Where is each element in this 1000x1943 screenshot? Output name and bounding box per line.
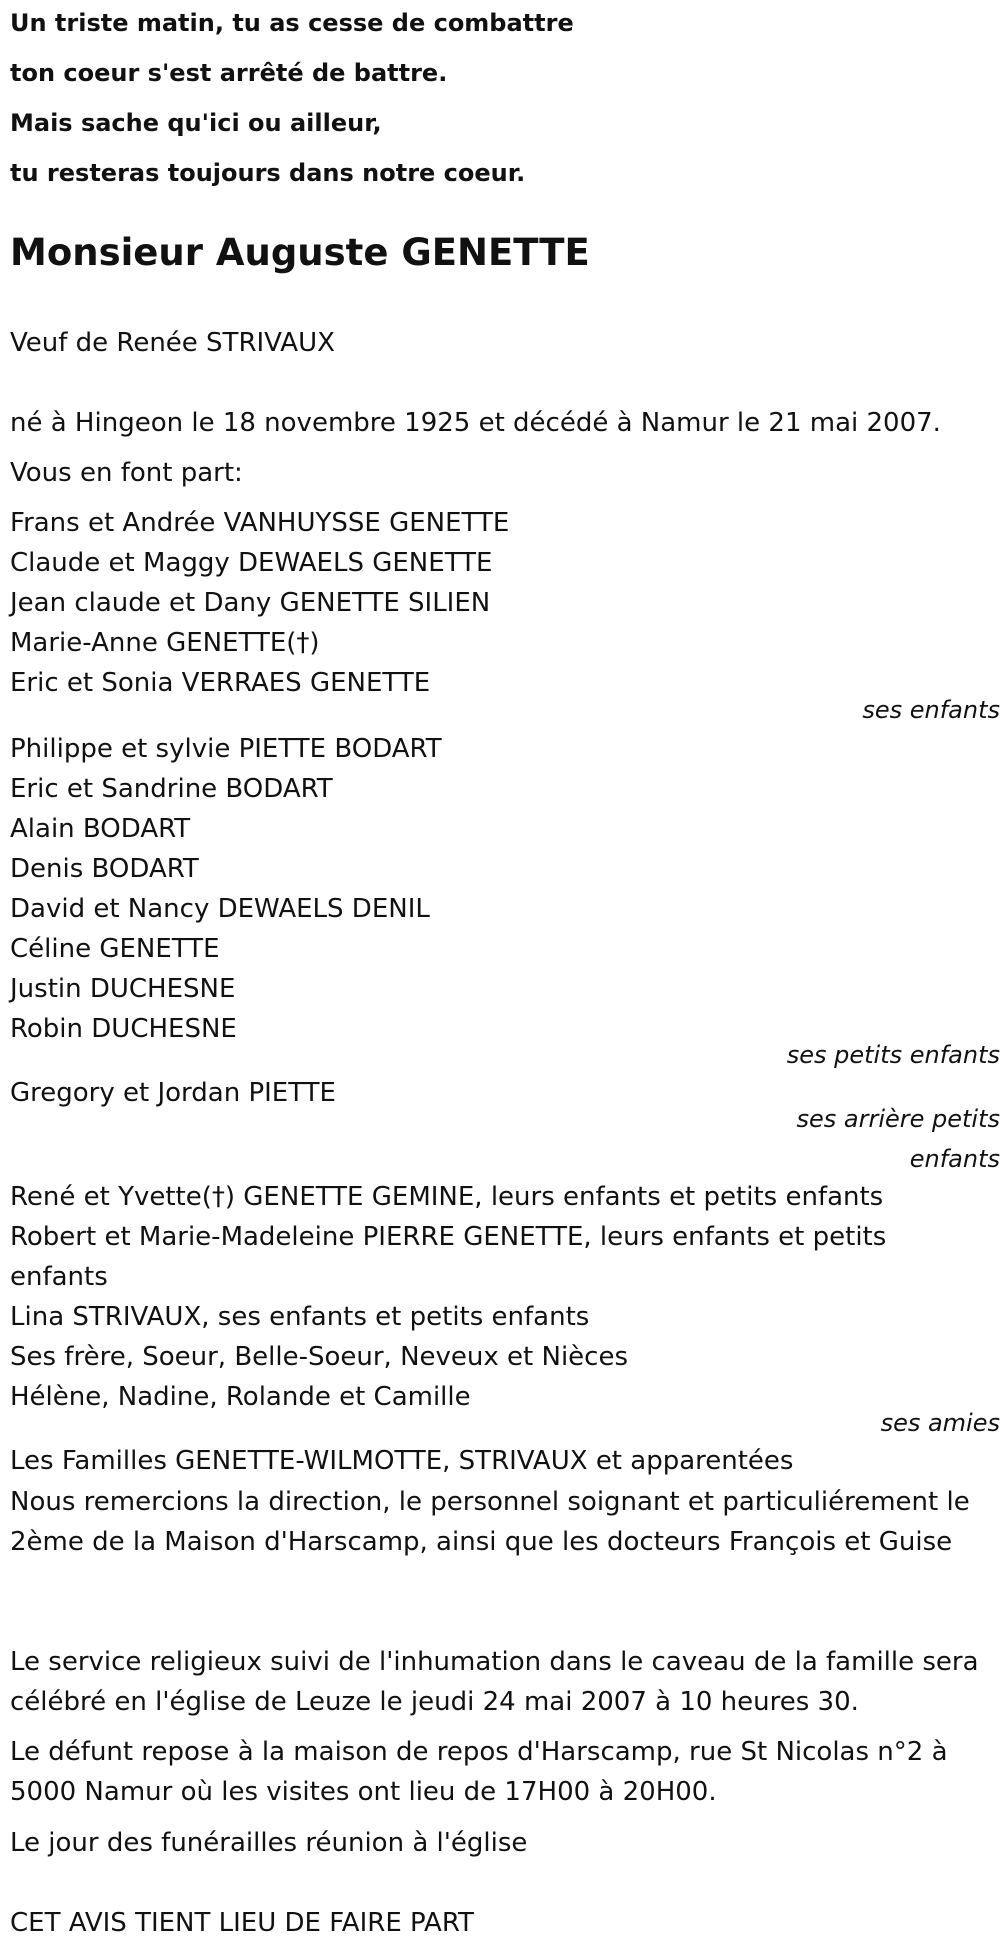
grandchildren-item: Robin DUCHESNE — [10, 1014, 237, 1044]
deceased-name: Monsieur Auguste GENETTE — [10, 231, 590, 274]
family-item: enfants — [10, 1262, 108, 1292]
families-line: Les Familles GENETTE-WILMOTTE, STRIVAUX et apparentées — [10, 1446, 794, 1476]
grandchildren-item: Eric et Sandrine BODART — [10, 774, 333, 804]
repose-paragraph: Le défunt repose à la maison de repos d'Harscamp, rue St Nicolas n°2 à 5000 Namur où les visites ont lieu de 17H00 à 20H00. — [10, 1737, 948, 1807]
children-item: Claude et Maggy DEWAELS GENETTE — [10, 548, 493, 578]
children-item: Jean claude et Dany GENETTE SILIEN — [10, 588, 491, 618]
children-item: Marie-Anne GENETTE(†) — [10, 628, 320, 658]
poem-line-4: tu resteras toujours dans notre coeur. — [10, 159, 526, 187]
family-item: Hélène, Nadine, Rolande et Camille — [10, 1382, 471, 1412]
announce-intro: Vous en font part: — [10, 458, 243, 488]
children-label: ses enfants — [862, 696, 1000, 724]
funeral-day-line: Le jour des funérailles réunion à l'église — [10, 1828, 528, 1858]
poem-line-3: Mais sache qu'ici ou ailleur, — [10, 109, 382, 137]
closing-line: CET AVIS TIENT LIEU DE FAIRE PART — [10, 1908, 474, 1938]
grandchildren-item: Alain BODART — [10, 814, 191, 844]
grandchildren-label: ses petits enfants — [786, 1041, 1000, 1069]
grandchildren-item: Justin DUCHESNE — [10, 974, 236, 1004]
children-item: Frans et Andrée VANHUYSSE GENETTE — [10, 508, 510, 538]
service-paragraph: Le service religieux suivi de l'inhumation dans le caveau de la famille sera célébré en l'église de Leuze le jeudi 24 mai 2007 à 10 heures 30. — [10, 1647, 979, 1717]
great-grandchildren-label: enfants — [909, 1145, 1000, 1173]
grandchildren-item: Philippe et sylvie PIETTE BODART — [10, 734, 442, 764]
family-item: Robert et Marie-Madeleine PIERRE GENETTE, leurs enfants et petits — [10, 1222, 887, 1252]
great-grandchildren-item: Gregory et Jordan PIETTE — [10, 1078, 336, 1108]
family-item: René et Yvette(†) GENETTE GEMINE, leurs enfants et petits enfants — [10, 1182, 884, 1212]
birth-death-line: né à Hingeon le 18 novembre 1925 et décédé à Namur le 21 mai 2007. — [10, 408, 941, 438]
grandchildren-item: David et Nancy DEWAELS DENIL — [10, 894, 430, 924]
family-item: Ses frère, Soeur, Belle-Soeur, Neveux et Nièces — [10, 1342, 629, 1372]
friends-label: ses amies — [880, 1409, 1000, 1437]
spouse-line: Veuf de Renée STRIVAUX — [10, 328, 335, 358]
children-item: Eric et Sonia VERRAES GENETTE — [10, 668, 431, 698]
poem-line-2: ton coeur s'est arrêté de battre. — [10, 59, 448, 87]
thanks-paragraph: Nous remercions la direction, le personnel soignant et particuliérement le 2ème de la Maison d'Harscamp, ainsi que les docteurs François et Guise — [10, 1487, 970, 1557]
grandchildren-item: Denis BODART — [10, 854, 199, 884]
family-item: Lina STRIVAUX, ses enfants et petits enfants — [10, 1302, 590, 1332]
great-grandchildren-label: ses arrière petits — [796, 1105, 1000, 1133]
grandchildren-item: Céline GENETTE — [10, 934, 220, 964]
poem-line-1: Un triste matin, tu as cesse de combattre — [10, 9, 574, 37]
